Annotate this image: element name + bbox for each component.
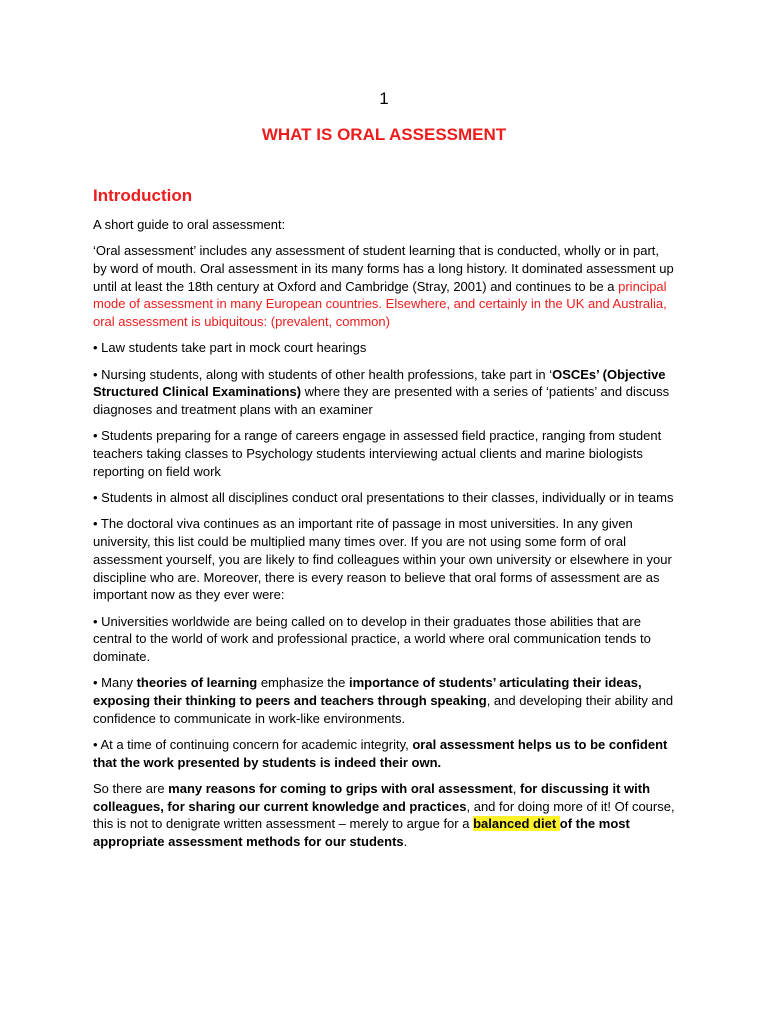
text-run: A short guide to oral assessment: — [93, 217, 286, 232]
text-run: • Students preparing for a range of careers engage in assessed field practice, ranging from student teachers taking classes to Psychology students interviewing actual clients and marine biologists reporting on field work — [93, 428, 662, 479]
bullet-academic-integrity — [93, 736, 675, 771]
text-run: • Nursing students, along with students of other health professions, take part in ‘ — [93, 366, 553, 382]
text-run: So there are — [93, 780, 169, 796]
text-run: for discussing it with colleagues, for sharing our current knowledge and practices — [93, 780, 651, 814]
closing-paragraph — [93, 780, 675, 851]
text-run: , — [512, 780, 520, 796]
page-number: 1 — [379, 89, 389, 108]
text-run: , and developing their ability and confidence to communicate in work-like environments. — [93, 692, 674, 726]
text-run: oral assessment helps us to be confident that the work presented by students is indeed their own. — [93, 736, 668, 770]
bullet-nursing-students — [93, 366, 675, 419]
bullet-theories-of-learning — [93, 674, 675, 727]
bullet-law-students — [93, 339, 675, 357]
text-run: theories of learning — [136, 675, 258, 691]
text-run: emphasize the — [257, 675, 349, 691]
text-run: • Law students take part in mock court hearings — [93, 340, 367, 356]
text-run: many reasons for coming to grips with oral assessment — [168, 780, 513, 796]
text-run: • The doctoral viva continues as an important rite of passage in most universities. In any given university, this list could be multiplied many times over. If you are not using some form of oral assessment yourself, you are likely to find colleagues within your own university or elsewhere in your discipline who are. Moreover, there is every reason to believe that oral forms of assessment are as important now as they ever were: — [93, 516, 672, 603]
intro-line — [93, 216, 675, 234]
bullet-universities-worldwide — [93, 613, 675, 666]
bullet-field-practice — [93, 427, 675, 480]
document-body — [93, 216, 675, 859]
text-run: • Students in almost all disciplines conduct oral presentations to their classes, individually or in teams — [93, 490, 674, 506]
text-run: . — [403, 834, 408, 850]
text-run: importance of students’ articulating their ideas, exposing their thinking to peers and teachers through speaking — [93, 675, 642, 708]
bullet-oral-presentations — [93, 489, 675, 507]
text-run: principal mode of assessment in many European countries. Elsewhere, and certainly in the UK and Australia, oral assessment is ubiquitous: (prevalent, common) — [93, 278, 667, 330]
text-run: • Universities worldwide are being called on to develop in their graduates those abilities that are central to the world of work and professional practice, a world where oral communication tends to dominate. — [93, 613, 651, 664]
text-run: , and for doing more of it! Of course, this is not to denigrate written assessment – merely to argue for a — [93, 798, 675, 832]
text-run: of the most appropriate assessment methods for our students — [93, 816, 630, 850]
text-run: • At a time of continuing concern for academic integrity, — [93, 736, 413, 752]
text-run: where they are presented with a series of ‘patients’ and discuss diagnoses and treatment plans with an examiner — [93, 384, 670, 418]
text-run: • Many — [93, 675, 137, 691]
text-run: balanced diet — [473, 816, 560, 832]
bullet-doctoral-viva — [93, 515, 675, 604]
definition-paragraph — [93, 242, 675, 331]
document-title: WHAT IS ORAL ASSESSMENT — [261, 125, 507, 144]
section-heading-introduction: Introduction — [93, 186, 193, 205]
text-run: ‘Oral assessment’ includes any assessment of student learning that is conducted, wholly or in part, by word of mouth. Oral assessment in its many forms has a long history. It dominated assessment up until at least the 18th century at Oxford and Cambridge (Stray, 2001) and continues to be a — [93, 243, 674, 294]
text-run: OSCEs’ (Objective Structured Clinical Examinations) — [93, 366, 666, 400]
